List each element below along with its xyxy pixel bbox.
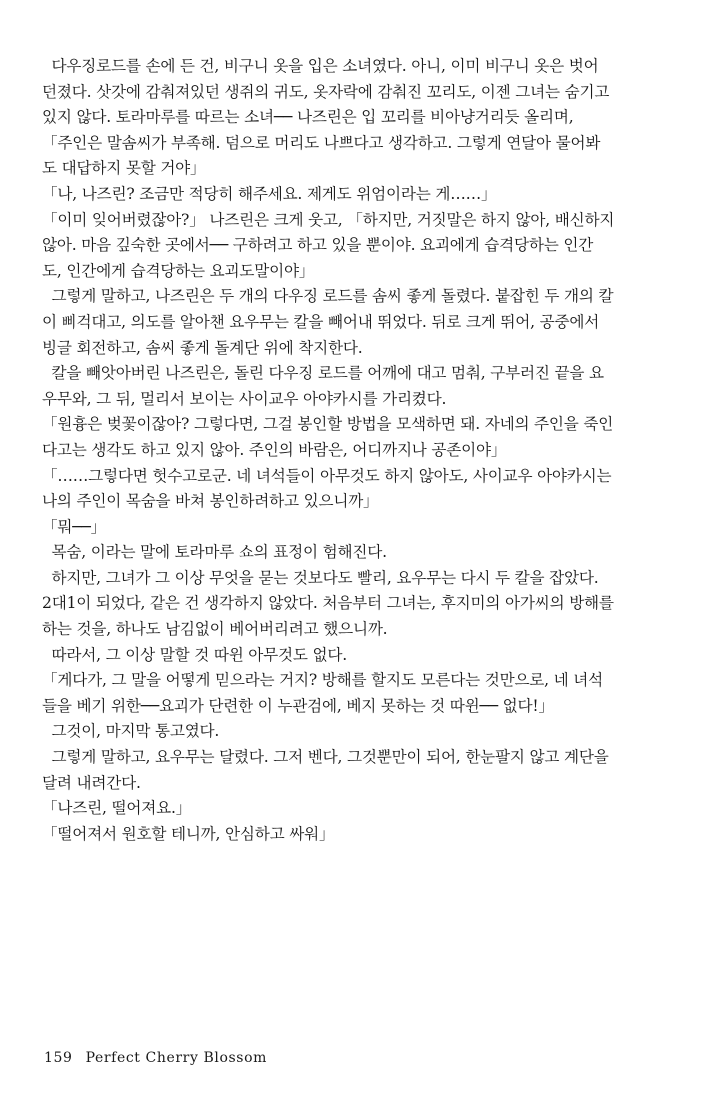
text-line: 「주인은 말솜씨가 부족해. 덤으로 머리도 나쁘다고 생각하고. 그렇게 연달아 물어봐 (42, 133, 601, 152)
text-line: 들을 베기 위한──요괴가 단련한 이 누관검에, 베지 못하는 것 따윈── 없다!」 (42, 696, 554, 715)
text-line: 그것이, 마지막 통고였다. (42, 722, 220, 741)
book-title: Perfect Cherry Blossom (85, 1050, 267, 1066)
page-footer (44, 1050, 267, 1066)
text-line: 이 삐걱대고, 의도를 알아챈 요우무는 칼을 빼어내 뛰었다. 뒤로 크게 뛰어, 공중에서 (42, 312, 600, 331)
page-number: 159 (44, 1050, 73, 1066)
text-line: 「뭐──」 (42, 517, 107, 536)
text-line: 「게다가, 그 말을 어떻게 믿으라는 거지? 방해를 할지도 모른다는 것만으로, 네 녀석 (42, 671, 604, 690)
text-line: 도, 인간에게 습격당하는 요괴도말이야」 (42, 261, 315, 280)
text-line: 그렇게 말하고, 요우무는 달렸다. 그저 벤다, 그것뿐만이 되어, 한눈팔지 않고 계단을 (42, 748, 609, 767)
text-line: 하는 것을, 하나도 남김없이 베어버리려고 했으니까. (42, 620, 388, 639)
text-line: 그렇게 말하고, 나즈린은 두 개의 다우징 로드를 솜씨 좋게 돌렸다. 붙잡힌 두 개의 칼 (42, 287, 614, 306)
text-line: 빙글 회전하고, 솜씨 좋게 돌계단 위에 착지한다. (42, 338, 363, 357)
text-line: 달려 내려간다. (42, 773, 141, 792)
text-line: 다고는 생각도 하고 있지 않아. 주인의 바람은, 어디까지나 공존이야」 (42, 440, 507, 459)
text-line: 우무와, 그 뒤, 멀리서 보이는 사이교우 아야카시를 가리켰다. (42, 389, 447, 408)
text-line: 목숨, 이라는 말에 토라마루 쇼의 표정이 험해진다. (42, 543, 387, 562)
text-line: 하지만, 그녀가 그 이상 무엇을 묻는 것보다도 빨리, 요우무는 다시 두 칼을 잡았다. (42, 568, 599, 587)
text-line: 「이미 잊어버렸잖아?」 나즈린은 크게 웃고, 「하지만, 거짓말은 하지 않아, 배신하지 (42, 210, 615, 229)
text-line: 「나즈린, 떨어져요.」 (42, 799, 192, 818)
text-line: 던졌다. 삿갓에 감춰져있던 생쥐의 귀도, 옷자락에 감춰진 꼬리도, 이젠 그녀는 숨기고 (42, 82, 610, 101)
text-line: 따라서, 그 이상 말할 것 따윈 아무것도 없다. (42, 645, 348, 664)
text-line: 「떨어져서 원호할 테니까, 안심하고 싸워」 (42, 824, 335, 843)
text-line: 도 대답하지 못할 거야」 (42, 159, 206, 178)
text-line: 칼을 빼앗아버린 나즈린은, 돌린 다우징 로드를 어깨에 대고 멈춰, 구부러진 끝을 요 (42, 364, 604, 383)
text-line: 「……그렇다면 헛수고로군. 네 녀석들이 아무것도 하지 않아도, 사이교우 아야카시는 (42, 466, 612, 485)
text-line: 「원흉은 벚꽃이잖아? 그렇다면, 그걸 봉인할 방법을 모색하면 돼. 자네의 주인을 죽인 (42, 415, 614, 434)
text-line: 2대1이 되었다, 같은 건 생각하지 않았다. 처음부터 그녀는, 후지미의 아가씨의 방해를 (42, 594, 614, 613)
body-text (42, 54, 682, 847)
text-line: 않아. 마음 깊숙한 곳에서── 구하려고 하고 있을 뿐이야. 요괴에게 습격당하는 인간 (42, 236, 594, 255)
text-line: 있지 않다. 토라마루를 따르는 소녀── 나즈린은 입 꼬리를 비아냥거리듯 올리며, (42, 108, 574, 127)
text-line: 다우징로드를 손에 든 건, 비구니 옷을 입은 소녀였다. 아니, 이미 비구니 옷은 벗어 (42, 57, 599, 75)
text-line: 나의 주인이 목숨을 바쳐 봉인하려하고 있으니까」 (42, 492, 379, 511)
text-line: 「나, 나즈린? 조금만 적당히 해주세요. 제게도 위엄이라는 게……」 (42, 184, 497, 203)
